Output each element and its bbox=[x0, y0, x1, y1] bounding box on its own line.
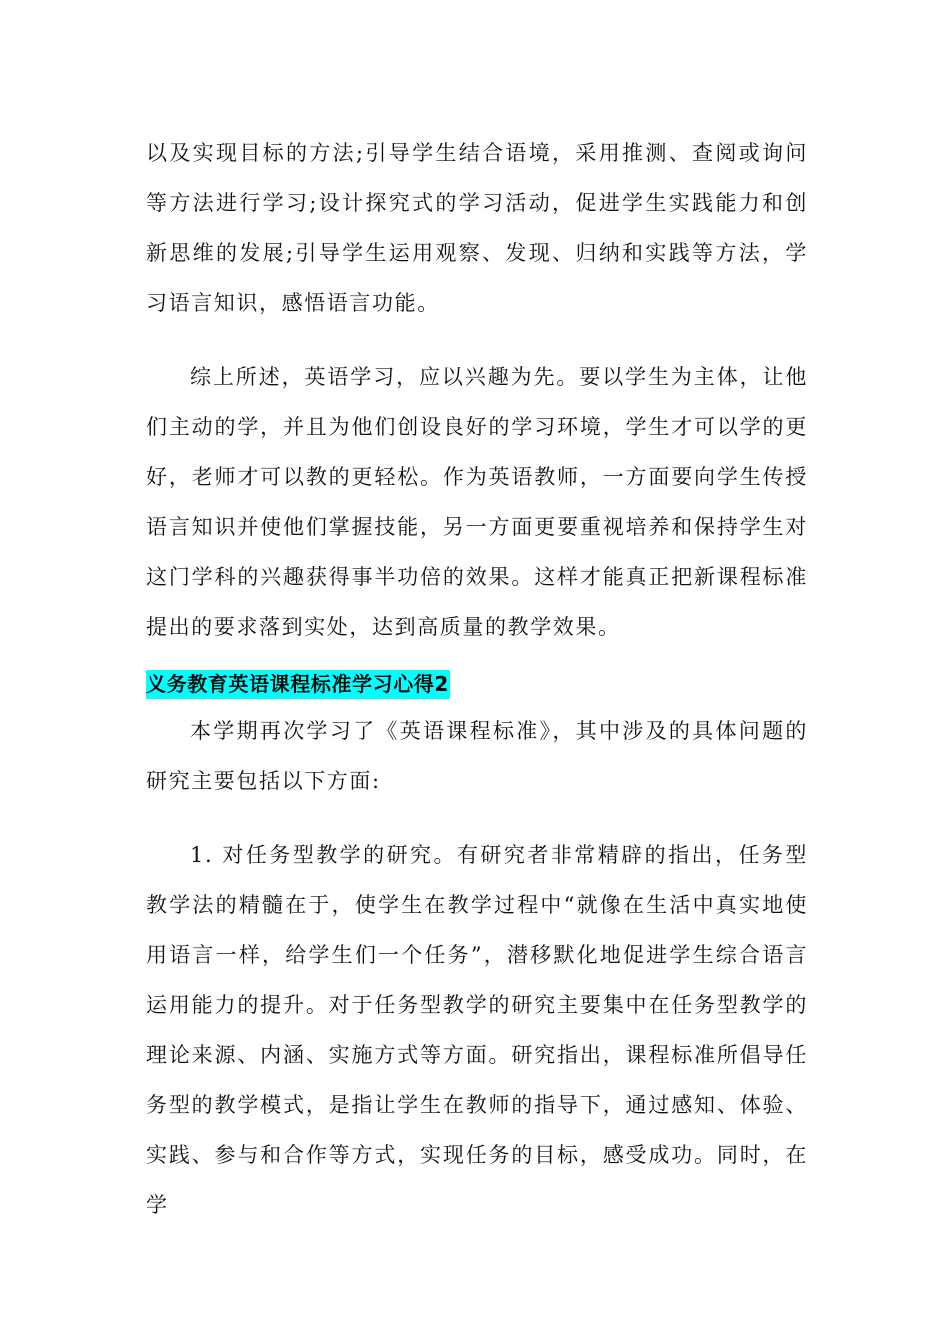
paragraph-task-based-teaching: 1. 对任务型教学的研究。有研究者非常精辟的指出，任务型教学法的精髓在于，使学生在教学过程中“就像在生活中真实地使用语言一样，给学生们一个任务”，潜移默化地促进学生综合语言运用能力的提升。对于任务型教学的研究主要集中在任务型教学的理论来源、内涵、实施方式等方面。研究指出，课程标准所倡导任务型的教学模式，是指让学生在教师的指导下，通过感知、体验、实践、参与和合作等方式，实现任务的目标，感受成功。同时，在学 bbox=[146, 843, 808, 1217]
paragraph-spacer bbox=[146, 652, 808, 662]
paragraph-spacer bbox=[146, 806, 808, 830]
section-heading bbox=[146, 662, 808, 706]
paragraph-summary: 综上所述，英语学习，应以兴趣为先。要以学生为主体，让他们主动的学，并且为他们创设良好的学习环境，学生才可以学的更好，老师才可以教的更轻松。作为英语教师，一方面要向学生传授语言知识并使他们掌握技能，另一方面更要重视培养和保持学生对这门学科的兴趣获得事半功倍的效果。这样才能真正把新课程标准提出的要求落到实处，达到高质量的教学效果。 bbox=[146, 365, 808, 639]
paragraph-spacer bbox=[146, 328, 808, 352]
document-body bbox=[146, 128, 808, 1230]
paragraph-methods: 以及实现目标的方法;引导学生结合语境，采用推测、查阅或询问等方法进行学习;设计探究式的学习活动，促进学生实践能力和创新思维的发展;引导学生运用观察、发现、归纳和实践等方法，学习语言知识，感悟语言功能。 bbox=[146, 141, 808, 315]
highlighted-heading-text: 义务教育英语课程标准学习心得2 bbox=[146, 670, 450, 699]
paragraph-intro: 本学期再次学习了《英语课程标准》，其中涉及的具体问题的研究主要包括以下方面: bbox=[146, 719, 808, 793]
